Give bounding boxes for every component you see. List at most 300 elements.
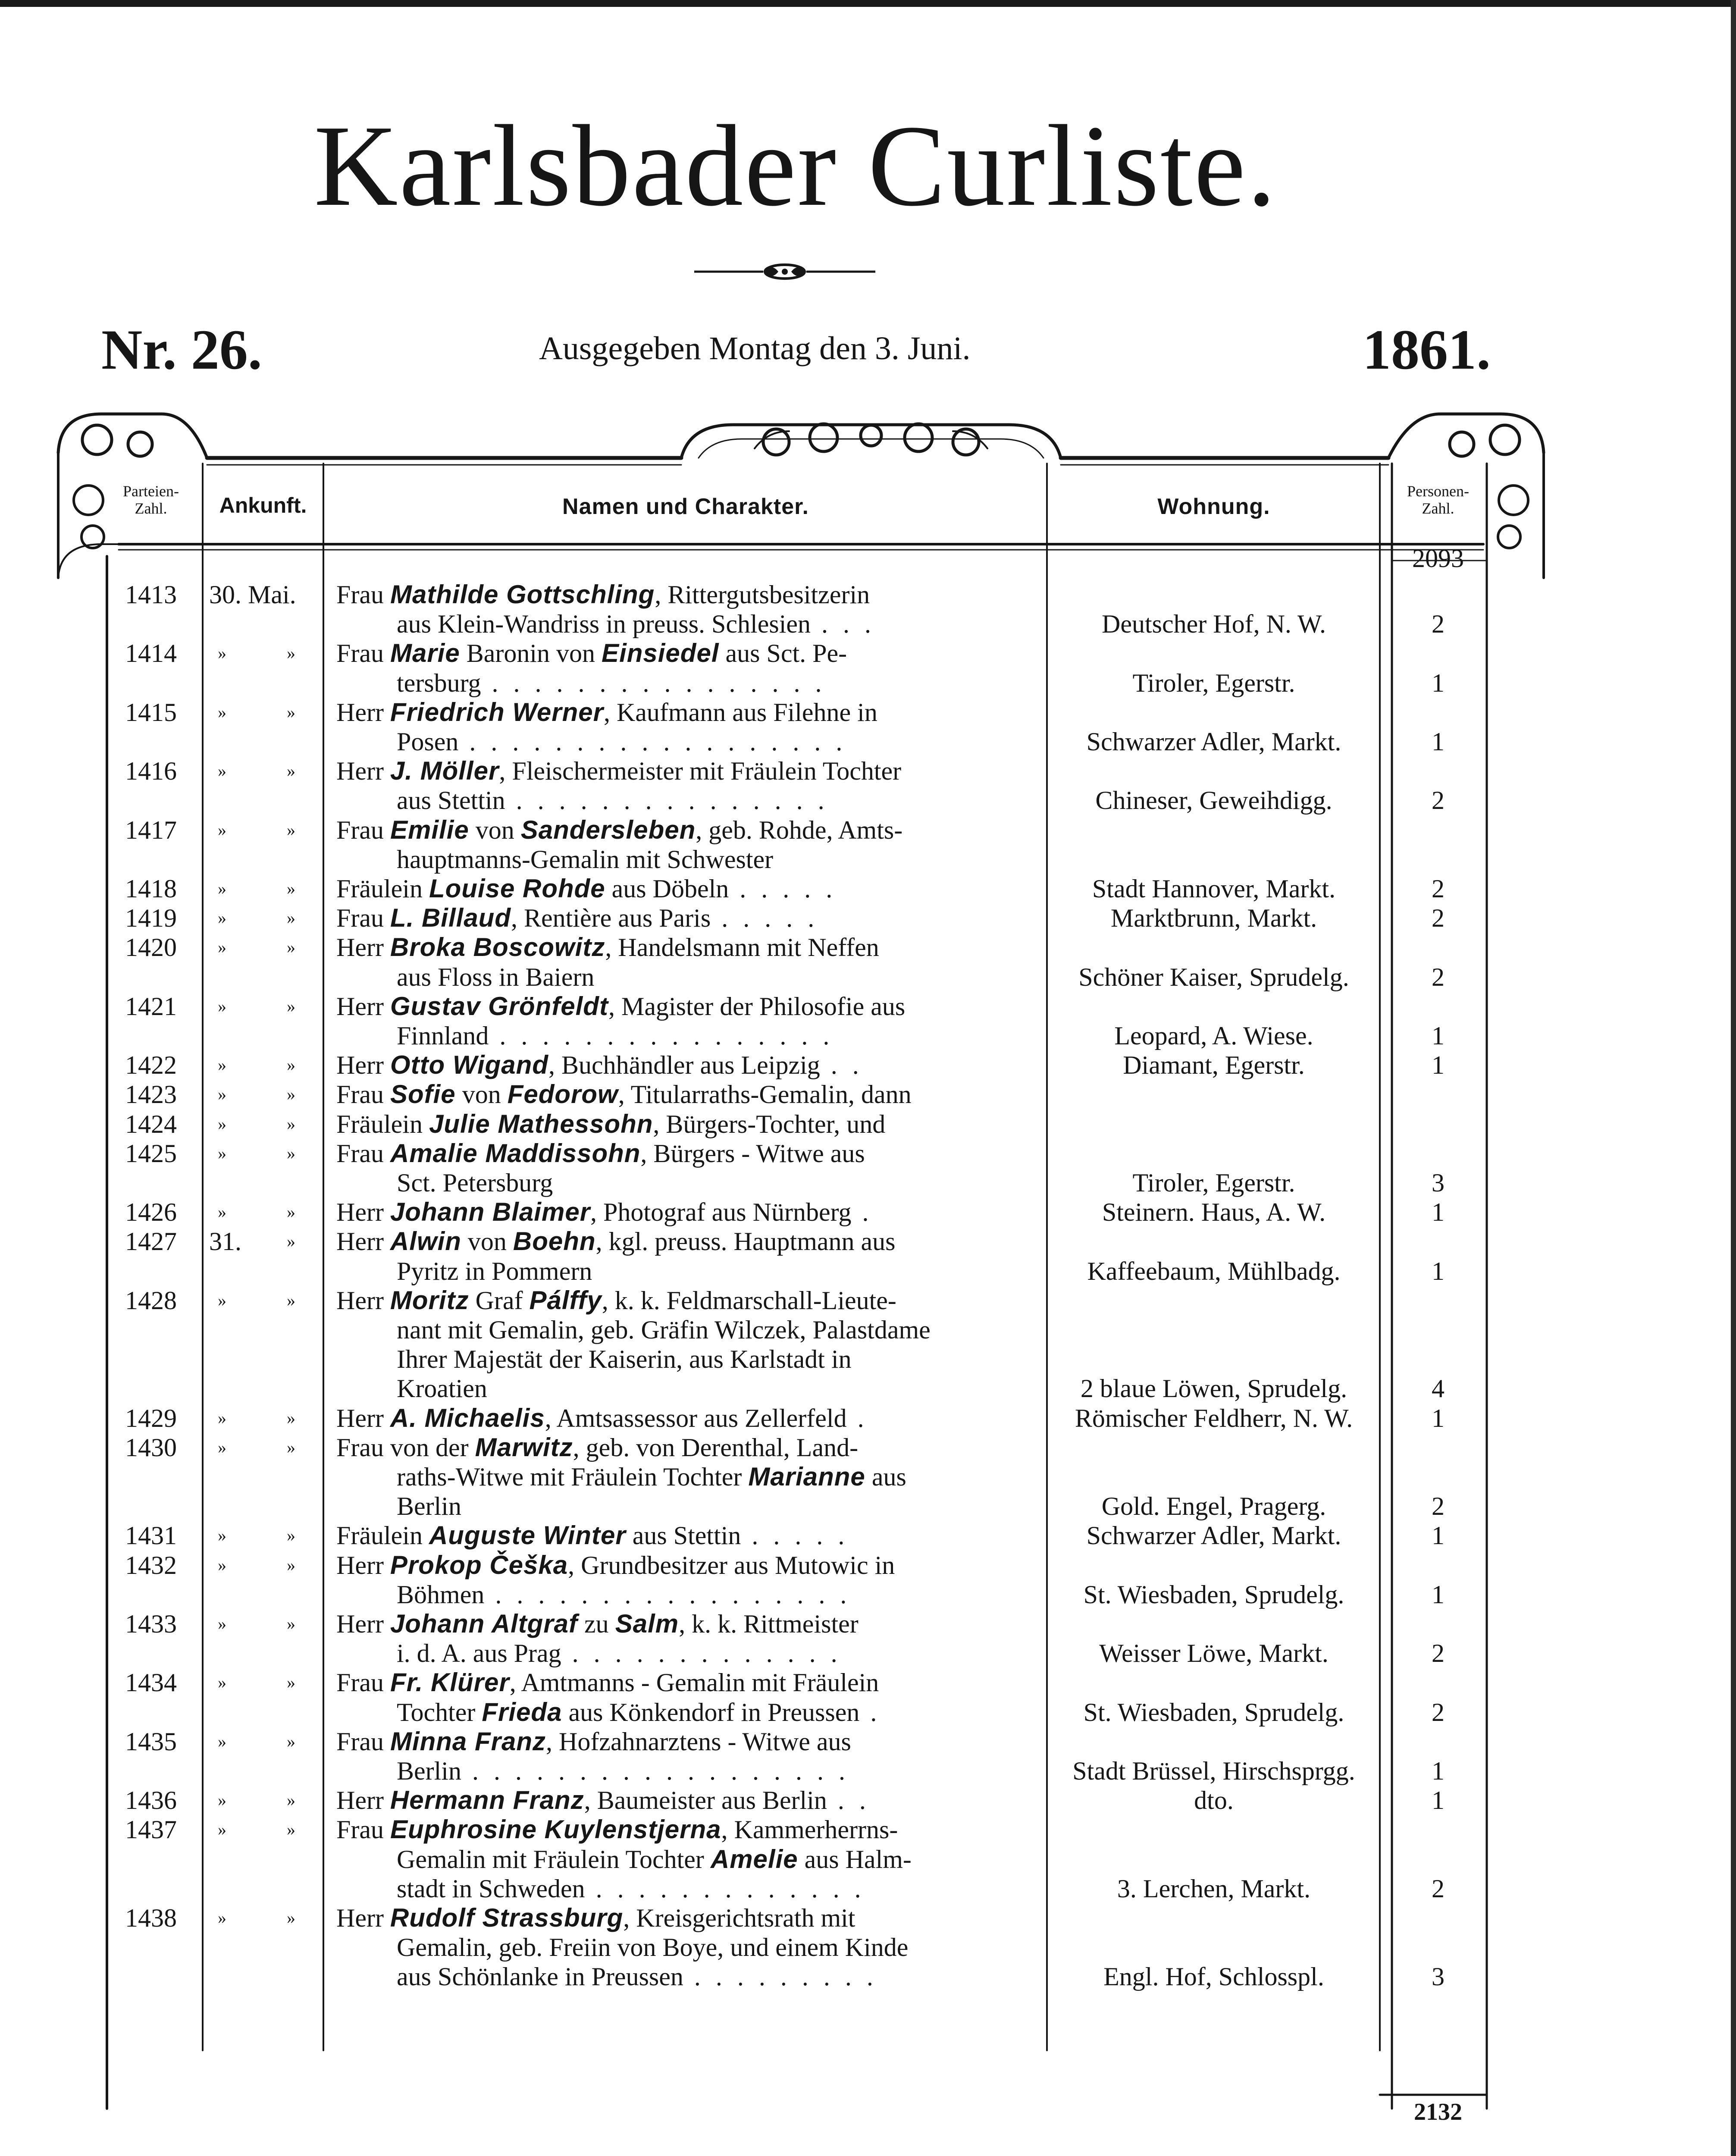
- entry-line: [397, 1344, 852, 1374]
- entry-line: [336, 1903, 855, 1933]
- guest-name: Julie Mathessohn: [429, 1109, 653, 1138]
- arrival-month: »: [287, 1820, 295, 1839]
- persons-count: 3: [1432, 1962, 1445, 1991]
- entry-line: [336, 1050, 863, 1080]
- table-row-continuation: [0, 1874, 1736, 1903]
- table-row-continuation: [0, 1756, 1736, 1786]
- guest-name: Pálffy: [529, 1285, 602, 1315]
- arrival-day: »: [218, 1202, 226, 1222]
- arrival-day: »: [218, 643, 226, 663]
- table-row-continuation: [0, 1462, 1736, 1492]
- entry-text: Frau: [336, 1815, 390, 1844]
- entry-line: [397, 609, 875, 639]
- entry-text: Herr: [336, 1904, 390, 1932]
- table-row: [0, 1433, 1736, 1462]
- party-number: 1413: [125, 580, 177, 609]
- table-row: [0, 815, 1736, 845]
- entry-text: , Titularraths-Gemalin, dann: [618, 1080, 912, 1109]
- entry-text: tersburg: [397, 668, 481, 697]
- entry-text: Herr: [336, 933, 390, 962]
- entry-text: stadt in Schweden: [397, 1874, 585, 1903]
- entry-text: Kroatien: [397, 1374, 487, 1403]
- entry-text: Finnland: [397, 1022, 489, 1050]
- persons-count: 1: [1432, 1257, 1445, 1285]
- header-persons-line2: Zahl.: [1422, 499, 1454, 517]
- persons-count: 1: [1432, 1580, 1445, 1609]
- header-party-number-line2: Zahl.: [135, 499, 167, 517]
- persons-count: 2: [1432, 962, 1445, 991]
- table-row-continuation: [0, 1344, 1736, 1374]
- entry-line: [336, 1227, 895, 1256]
- guest-name: Marianne: [748, 1462, 865, 1491]
- entry-line: [397, 1021, 834, 1050]
- leader-dots: . . . . . . . . . . . . .: [561, 1639, 842, 1668]
- persons-count: 1: [1432, 1757, 1445, 1785]
- table-row: [0, 698, 1736, 727]
- entry-text: Herr: [336, 992, 390, 1021]
- persons-count: 2: [1432, 1639, 1445, 1668]
- arrival-month: »: [287, 1673, 295, 1692]
- table-row-continuation: [0, 1698, 1736, 1727]
- entry-line: [397, 1462, 906, 1492]
- table-row-continuation: [0, 1845, 1736, 1874]
- table-row-continuation: [0, 962, 1736, 992]
- leader-dots: .: [859, 1698, 881, 1727]
- lodging: Stadt Brüssel, Hirschsprgg.: [1072, 1757, 1355, 1785]
- entry-text: Böhmen: [397, 1580, 485, 1609]
- entry-text: Herr: [336, 1786, 390, 1815]
- guest-name: Sofie: [390, 1080, 456, 1109]
- header-party-number-line1: Parteien-: [123, 483, 179, 500]
- entry-line: [336, 1521, 849, 1550]
- arrival-month: »: [287, 702, 295, 722]
- table-row: [0, 1197, 1736, 1227]
- party-number: 1437: [125, 1815, 177, 1844]
- persons-count: 1: [1432, 1022, 1445, 1050]
- entry-line: [397, 845, 773, 874]
- entry-line: [397, 1962, 877, 1991]
- entry-line: [336, 1197, 873, 1227]
- entry-line: [336, 1609, 859, 1639]
- guest-name: Fedorow: [507, 1080, 618, 1109]
- lodging: Kaffeebaum, Mühlbadg.: [1087, 1257, 1341, 1285]
- persons-count: 2: [1432, 874, 1445, 903]
- entry-text: Frau: [336, 1080, 390, 1109]
- issue-date: Ausgegeben Montag den 3. Juni.: [539, 330, 971, 367]
- guest-name: Mathilde Gottschling: [390, 580, 655, 609]
- issue-year: 1861.: [1363, 318, 1491, 381]
- entry-text: Herr: [336, 1227, 390, 1256]
- entry-text: , Hofzahnarztens - Witwe aus: [546, 1727, 851, 1756]
- guest-name: Johann Blaimer: [390, 1197, 591, 1227]
- arrival-month: »: [287, 643, 295, 663]
- lodging: Weisser Löwe, Markt.: [1099, 1639, 1329, 1668]
- entry-text: , Handelsmann mit Neffen: [605, 933, 879, 962]
- entry-text: , kgl. preuss. Hauptmann aus: [595, 1227, 896, 1256]
- party-number: 1418: [125, 874, 177, 903]
- lodging: Römischer Feldherr, N. W.: [1075, 1404, 1353, 1432]
- table-row-continuation: [0, 1374, 1736, 1403]
- leader-dots: . . . . . . . . . . . . .: [585, 1874, 865, 1903]
- entry-line: [397, 1756, 849, 1786]
- entry-line: [397, 727, 846, 756]
- party-number: 1427: [125, 1227, 177, 1256]
- table-row-continuation: [0, 1962, 1736, 1991]
- table-row-continuation: [0, 609, 1736, 639]
- table-row: [0, 1668, 1736, 1697]
- table-row: [0, 1404, 1736, 1433]
- guest-name: Louise Rohde: [429, 874, 605, 903]
- entry-text: Baronin von: [460, 639, 602, 668]
- entry-text: Herr: [336, 1198, 390, 1227]
- lodging: dto.: [1194, 1786, 1234, 1815]
- arrival-day: »: [218, 1408, 226, 1428]
- entry-text: von: [469, 815, 521, 844]
- table-row: [0, 639, 1736, 668]
- arrival-day: 30. Mai.: [209, 580, 296, 609]
- entry-line: [397, 1492, 461, 1521]
- guest-name: Friedrich Werner: [390, 697, 604, 727]
- table-row: [0, 1551, 1736, 1580]
- entry-text: aus Könkendorf in Preussen: [562, 1698, 860, 1727]
- table-row: [0, 1903, 1736, 1933]
- table-row: [0, 1109, 1736, 1139]
- table-row: [0, 1521, 1736, 1550]
- lodging: 2 blaue Löwen, Sprudelg.: [1080, 1374, 1347, 1403]
- entry-line: [397, 1168, 553, 1197]
- persons-count: 1: [1432, 1404, 1445, 1432]
- table-row-continuation: [0, 1257, 1736, 1286]
- leader-dots: . . . . .: [729, 874, 837, 903]
- entry-text: , k. k. Feldmarschall-Lieute-: [602, 1286, 896, 1315]
- entry-line: [336, 1786, 870, 1815]
- arrival-month: »: [287, 879, 295, 898]
- persons-count: 1: [1432, 1051, 1445, 1080]
- entry-line: [397, 1580, 851, 1609]
- guest-name: Einsiedel: [602, 639, 719, 668]
- entry-line: [336, 1668, 879, 1697]
- entry-line: [336, 1815, 898, 1844]
- table-row: [0, 874, 1736, 903]
- entry-text: Frau: [336, 815, 390, 844]
- guest-name: Frieda: [482, 1697, 562, 1727]
- leader-dots: . .: [820, 1051, 863, 1080]
- arrival-day: »: [218, 1614, 226, 1633]
- header-party-number: [103, 483, 198, 517]
- entry-text: , Fleischermeister mit Fräulein Tochter: [499, 757, 902, 786]
- party-number: 1414: [125, 639, 177, 668]
- persons-count: 4: [1432, 1374, 1445, 1403]
- persons-count: 3: [1432, 1169, 1445, 1197]
- lodging: Leopard, A. Wiese.: [1114, 1022, 1313, 1050]
- leader-dots: . . . . . . . . . . . . . . . .: [489, 1022, 834, 1050]
- party-number: 1423: [125, 1080, 177, 1109]
- persons-count: 2: [1432, 1874, 1445, 1903]
- entry-text: Frau: [336, 580, 390, 609]
- table-row-continuation: [0, 668, 1736, 698]
- persons-count: 2: [1432, 904, 1445, 933]
- entry-text: Ihrer Majestät der Kaiserin, aus Karlstadt in: [397, 1345, 852, 1374]
- persons-count: 1: [1432, 1521, 1445, 1550]
- entry-text: aus Floss in Baiern: [397, 962, 595, 991]
- entry-line: [336, 1286, 896, 1315]
- lodging: 3. Lerchen, Markt.: [1117, 1874, 1311, 1903]
- table-row-continuation: [0, 1639, 1736, 1668]
- arrival-day: »: [218, 1555, 226, 1575]
- table-row: [0, 1786, 1736, 1815]
- header-names: Namen und Charakter.: [562, 494, 809, 519]
- entry-text: Graf: [469, 1286, 530, 1315]
- party-number: 1436: [125, 1786, 177, 1815]
- entry-line: [397, 1257, 592, 1286]
- header-persons: [1384, 483, 1492, 517]
- entry-text: nant mit Gemalin, geb. Gräfin Wilczek, Palastdame: [397, 1316, 931, 1344]
- table-row: [0, 756, 1736, 786]
- entry-text: , geb. Rohde, Amts-: [696, 815, 903, 844]
- arrival-month: »: [287, 1731, 295, 1751]
- arrival-day: »: [218, 761, 226, 781]
- arrival-month: »: [287, 996, 295, 1016]
- guest-name: Otto Wigand: [390, 1050, 548, 1080]
- arrival-day: 31.: [209, 1227, 241, 1256]
- entry-text: , Grundbesitzer aus Mutowic in: [568, 1551, 895, 1579]
- party-number: 1425: [125, 1139, 177, 1168]
- entry-line: [336, 1433, 858, 1462]
- arrival-month: »: [287, 1055, 295, 1075]
- lodging: Schöner Kaiser, Sprudelg.: [1078, 962, 1349, 991]
- leader-dots: . . . . .: [741, 1521, 849, 1550]
- party-number: 1434: [125, 1668, 177, 1697]
- entry-text: Herr: [336, 1551, 390, 1579]
- guest-name: L. Billaud: [390, 903, 511, 933]
- party-number: 1422: [125, 1051, 177, 1080]
- guest-name: Moritz: [390, 1285, 469, 1315]
- entry-text: Frau: [336, 1139, 390, 1168]
- entry-text: , Baumeister aus Berlin: [584, 1786, 827, 1815]
- party-number: 1435: [125, 1727, 177, 1756]
- entry-text: Frau: [336, 639, 390, 668]
- lodging: Tiroler, Egerstr.: [1132, 1169, 1295, 1197]
- entry-text: Sct. Petersburg: [397, 1169, 553, 1197]
- arrival-month: »: [287, 1084, 295, 1104]
- arrival-month: »: [287, 1408, 295, 1428]
- lodging: Steinern. Haus, A. W.: [1102, 1198, 1326, 1227]
- entry-text: Berlin: [397, 1757, 461, 1785]
- party-number: 1420: [125, 933, 177, 962]
- lodging: Schwarzer Adler, Markt.: [1086, 1521, 1341, 1550]
- entry-text: Herr: [336, 1610, 390, 1638]
- arrival-day: »: [218, 1143, 226, 1163]
- arrival-day: »: [218, 1526, 226, 1545]
- arrival-month: »: [287, 1526, 295, 1545]
- arrival-month: »: [287, 1437, 295, 1457]
- entry-text: Gemalin mit Fräulein Tochter: [397, 1845, 711, 1874]
- header-arrival: Ankunft.: [219, 493, 307, 517]
- table-row: [0, 1080, 1736, 1109]
- guest-name: Marwitz: [475, 1432, 573, 1462]
- leader-dots: . . . . . . . . . . . . . . . . .: [484, 1580, 851, 1609]
- table-row-continuation: [0, 1933, 1736, 1962]
- masthead-title: Karlsbader Curliste.: [313, 101, 1278, 230]
- entry-text: Herr: [336, 1286, 390, 1315]
- party-number: 1417: [125, 815, 177, 844]
- arrival-month: »: [287, 1114, 295, 1134]
- party-number: 1433: [125, 1610, 177, 1638]
- table-row-continuation: [0, 845, 1736, 874]
- entry-line: [397, 1374, 487, 1403]
- entry-line: [336, 933, 879, 962]
- entry-text: , Bürgers - Witwe aus: [640, 1139, 865, 1168]
- entry-text: aus Schönlanke in Preussen: [397, 1962, 683, 1991]
- entry-text: aus Stettin: [397, 786, 505, 815]
- entry-text: Herr: [336, 1051, 390, 1080]
- guest-name: J. Möller: [390, 756, 499, 786]
- persons-count: 1: [1432, 727, 1445, 756]
- arrival-month: »: [287, 1143, 295, 1163]
- entry-text: Herr: [336, 757, 390, 786]
- lodging: St. Wiesbaden, Sprudelg.: [1083, 1698, 1344, 1727]
- arrival-day: »: [218, 996, 226, 1016]
- entry-line: [336, 874, 837, 903]
- party-number: 1426: [125, 1198, 177, 1227]
- table-row-continuation: [0, 1580, 1736, 1609]
- entry-text: Frau: [336, 1727, 390, 1756]
- entry-line: [336, 1109, 885, 1139]
- guest-name: Fr. Klürer: [390, 1668, 510, 1697]
- party-number: 1429: [125, 1404, 177, 1432]
- persons-count: 1: [1432, 1786, 1445, 1815]
- entry-line: [336, 903, 818, 933]
- lodging: St. Wiesbaden, Sprudelg.: [1083, 1580, 1344, 1609]
- entry-text: Berlin: [397, 1492, 461, 1521]
- lodging: Schwarzer Adler, Markt.: [1086, 727, 1341, 756]
- arrival-month: »: [287, 908, 295, 928]
- arrival-month: »: [287, 1555, 295, 1575]
- arrival-day: »: [218, 1731, 226, 1751]
- guest-name: Gustav Grönfeldt: [390, 991, 608, 1021]
- entry-text: raths-Witwe mit Fräulein Tochter: [397, 1463, 749, 1491]
- lodging: Engl. Hof, Schlosspl.: [1103, 1962, 1324, 1991]
- entry-text: , Rittergutsbesitzerin: [655, 580, 870, 609]
- leader-dots: . .: [827, 1786, 870, 1815]
- leader-dots: .: [851, 1198, 873, 1227]
- entry-line: [336, 580, 870, 609]
- entry-line: [397, 1845, 912, 1874]
- entry-text: Tochter: [397, 1698, 482, 1727]
- entry-text: Herr: [336, 1404, 390, 1432]
- leader-dots: .: [846, 1404, 868, 1432]
- persons-count: 2: [1432, 1492, 1445, 1521]
- entry-text: aus: [865, 1463, 906, 1491]
- entry-line: [336, 1080, 912, 1109]
- guest-name: Marie: [390, 639, 460, 668]
- entry-line: [336, 756, 901, 786]
- entry-text: , Kreisgerichtsrath mit: [623, 1904, 855, 1932]
- entry-line: [336, 1404, 868, 1433]
- entry-text: Pyritz in Pommern: [397, 1257, 592, 1285]
- entry-line: [397, 1698, 881, 1727]
- entry-text: hauptmanns-Gemalin mit Schwester: [397, 845, 774, 874]
- entry-text: , Magister der Philosofie aus: [608, 992, 906, 1021]
- entry-text: Fräulein: [336, 1109, 429, 1138]
- entry-text: Frau von der: [336, 1433, 475, 1462]
- entry-text: , Kaufmann aus Filehne in: [603, 698, 877, 727]
- entry-line: [336, 992, 905, 1021]
- arrival-day: »: [218, 879, 226, 898]
- leader-dots: . . . . . . . . . . . . . . . . . .: [461, 1757, 849, 1785]
- arrival-month: »: [287, 937, 295, 957]
- entry-text: , Bürgers-Tochter, und: [653, 1109, 886, 1138]
- table-row: [0, 1609, 1736, 1639]
- entry-text: , Amtmanns - Gemalin mit Fräulein: [509, 1668, 879, 1697]
- guest-name: Salm: [615, 1609, 679, 1638]
- arrival-day: »: [218, 937, 226, 957]
- table-row-continuation: [0, 1168, 1736, 1197]
- arrival-day: »: [218, 702, 226, 722]
- entry-line: [397, 1639, 842, 1668]
- persons-count: 1: [1432, 1198, 1445, 1227]
- arrival-month: »: [287, 1232, 295, 1251]
- entry-text: aus Döbeln: [605, 874, 729, 903]
- table-row-continuation: [0, 727, 1736, 756]
- lodging: Deutscher Hof, N. W.: [1102, 610, 1326, 639]
- arrival-day: »: [218, 1908, 226, 1927]
- lodging: Marktbrunn, Markt.: [1110, 904, 1317, 933]
- leader-dots: . . . . . . . . . . . . . . .: [505, 786, 829, 815]
- arrival-month: »: [287, 761, 295, 781]
- lodging: Stadt Hannover, Markt.: [1092, 874, 1336, 903]
- entry-text: aus Halm-: [798, 1845, 912, 1874]
- table-row: [0, 1050, 1736, 1080]
- party-number: 1431: [125, 1521, 177, 1550]
- table-row: [0, 1286, 1736, 1315]
- entry-line: [397, 1874, 865, 1903]
- leader-dots: . . .: [811, 610, 875, 639]
- entry-line: [397, 962, 594, 992]
- entry-text: aus Klein-Wandriss in preuss. Schlesien: [397, 610, 811, 639]
- arrival-month: »: [287, 1202, 295, 1222]
- table-row-continuation: [0, 786, 1736, 815]
- party-number: 1438: [125, 1904, 177, 1932]
- guest-name: Auguste Winter: [429, 1521, 626, 1550]
- entry-line: [336, 1551, 895, 1580]
- persons-count: 2: [1432, 786, 1445, 815]
- entry-text: , Rentière aus Paris: [511, 904, 711, 933]
- party-number: 1428: [125, 1286, 177, 1315]
- entry-text: aus Stettin: [626, 1521, 741, 1550]
- arrival-day: »: [218, 908, 226, 928]
- guest-name: Prokop Češka: [390, 1550, 568, 1579]
- guest-name: Hermann Franz: [390, 1786, 584, 1815]
- entry-text: Frau: [336, 904, 390, 933]
- guest-name: Rudolf Strassburg: [390, 1903, 624, 1932]
- guest-name: Amelie: [710, 1844, 798, 1874]
- table-row: [0, 933, 1736, 962]
- lodging: Gold. Engel, Pragerg.: [1101, 1492, 1326, 1521]
- header-lodging: Wohnung.: [1157, 494, 1270, 519]
- carried-total: 2093: [1412, 544, 1464, 573]
- arrival-month: »: [287, 1790, 295, 1810]
- entry-text: zu: [578, 1610, 615, 1638]
- guest-name: Euphrosine Kuylenstjerna: [390, 1815, 721, 1844]
- arrival-month: »: [287, 820, 295, 840]
- guest-name: Johann Altgraf: [390, 1609, 578, 1638]
- table-row-continuation: [0, 1315, 1736, 1344]
- arrival-day: »: [218, 1084, 226, 1104]
- entry-text: Posen: [397, 727, 459, 756]
- arrival-day: »: [218, 820, 226, 840]
- final-total: 2132: [1414, 2099, 1462, 2125]
